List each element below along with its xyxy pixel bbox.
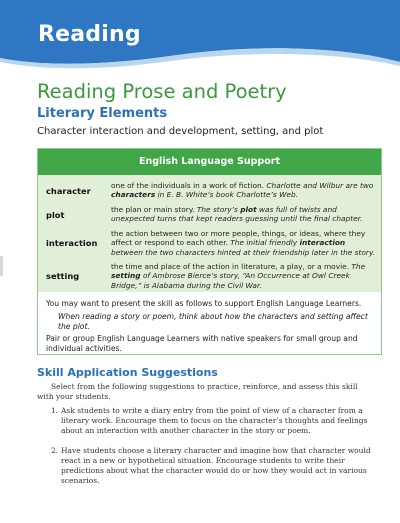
page-edge-mark <box>0 256 3 276</box>
intro-text: Character interaction and development, setting, and plot <box>37 126 324 137</box>
list-item: Have students choose a literary character and imagine how that character would react in a new or hypothetical situation. Encourage students to write their predictions about what the character would do or how they would act in various scenarios. <box>61 446 371 485</box>
page-title: Reading Prose and Poetry <box>37 80 287 103</box>
support-tip-example: When reading a story or poem, think about how the characters and setting affect the plot. <box>58 312 368 331</box>
term-setting: setting <box>46 271 80 281</box>
language-support-box <box>37 148 382 355</box>
definition-plot: the plan or main story. The story’s plot was full of twists and unexpected turns that kept readers guessing until the final chapter. <box>111 205 363 224</box>
list-number: 1. <box>51 406 59 415</box>
section-subtitle: Literary Elements <box>37 106 168 121</box>
header-title: Reading <box>38 22 141 47</box>
term-character: character <box>46 186 91 196</box>
definition-character: one of the individuals in a work of fiction. Charlotte and Wilbur are two characters in E. B. White’s book Charlotte’s Web. <box>111 181 374 200</box>
term-plot: plot <box>46 210 65 220</box>
pairing-tip: Pair or group English Language Learners with native speakers for small group and individual activities. <box>46 334 358 353</box>
definition-setting: the time and place of the action in literature, a play, or a movie. The setting of Ambrose Bierce’s story, “An Occurrence at Owl Creek Bridge,” is Alabama during the Civil War. <box>111 262 366 290</box>
header-banner <box>0 0 400 72</box>
list-number: 2. <box>51 446 59 455</box>
glossary-area <box>38 175 381 292</box>
support-box-title: English Language Support <box>38 149 381 175</box>
skills-heading: Skill Application Suggestions <box>37 366 218 379</box>
support-tip: You may want to present the skill as follows to support English Language Learners. <box>46 299 362 308</box>
definition-interaction: the action between two or more people, things, or ideas, where they affect or respond to each other. The initial friendly interaction between the two characters hinted at their friendship later in the story. <box>111 229 376 257</box>
list-item: Ask students to write a diary entry from the point of view of a character from a literary work. Encourage them to focus on the character’s thoughts and feelings about an interaction with another character in the story or poem. <box>61 406 368 435</box>
term-interaction: interaction <box>46 238 98 248</box>
skills-intro: Select from the following suggestions to practice, reinforce, and assess this skill with your students. <box>37 382 358 401</box>
